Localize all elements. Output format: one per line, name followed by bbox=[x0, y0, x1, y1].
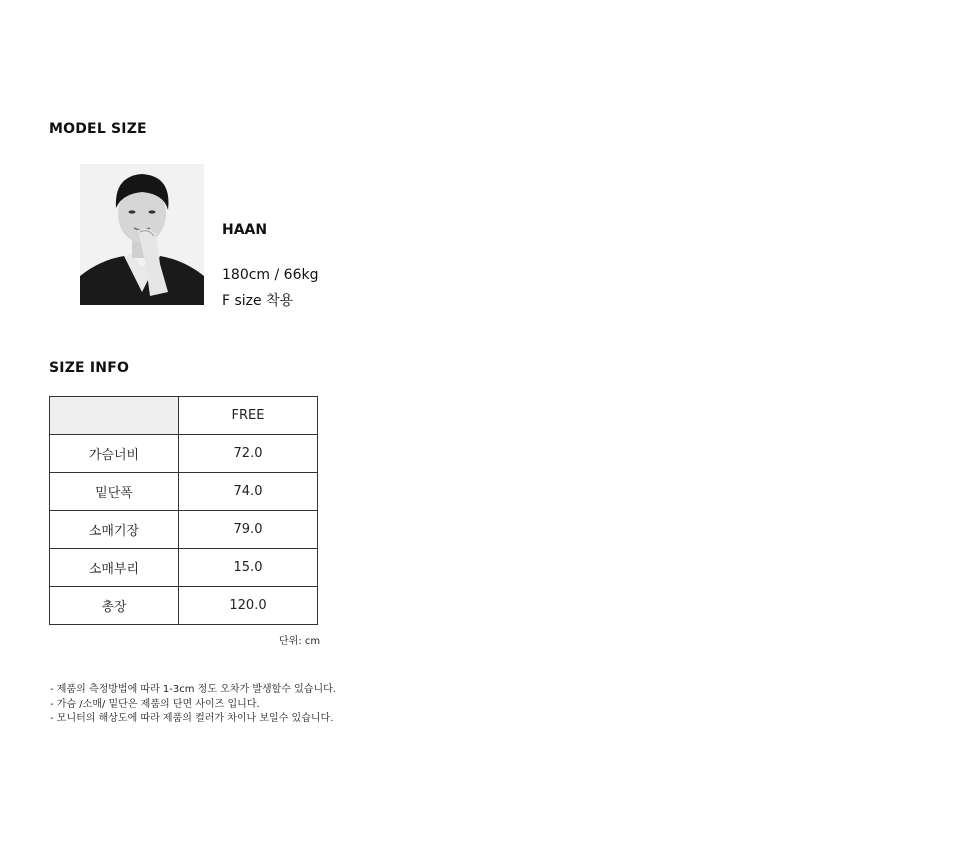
note-item: - 모니터의 해상도에 따라 제품의 컬러가 차이나 보일수 있습니다. bbox=[50, 713, 334, 724]
measurement-label: 가슴너비 bbox=[50, 435, 179, 473]
model-size-title: MODEL SIZE bbox=[49, 121, 147, 137]
table-row bbox=[50, 587, 318, 625]
note-item: - 제품의 측정방법에 따라 1-3cm 정도 오차가 발생할수 있습니다. bbox=[50, 684, 336, 695]
measurement-value: 15.0 bbox=[179, 549, 318, 587]
unit-label: 단위: cm bbox=[279, 636, 321, 647]
size-table-header-free: FREE bbox=[179, 397, 318, 435]
notes-list bbox=[50, 683, 336, 727]
size-table-header-empty bbox=[50, 397, 179, 435]
size-info-title: SIZE INFO bbox=[49, 360, 130, 376]
size-table bbox=[49, 396, 318, 625]
note-item: - 가슴 /소매/ 밑단은 제품의 단면 사이즈 입니다. bbox=[50, 698, 260, 710]
measurement-value: 74.0 bbox=[179, 473, 318, 511]
measurement-label: 소매부리 bbox=[50, 549, 179, 587]
model-fit-size: F size 착용 bbox=[222, 293, 294, 309]
table-row bbox=[50, 435, 318, 473]
table-row bbox=[50, 511, 318, 549]
measurement-value: 72.0 bbox=[179, 435, 318, 473]
table-row bbox=[50, 473, 318, 511]
measurement-value: 120.0 bbox=[179, 587, 318, 625]
model-height-weight: 180cm / 66kg bbox=[222, 267, 319, 283]
measurement-label: 소매기장 bbox=[50, 511, 179, 549]
model-photo bbox=[80, 164, 204, 305]
measurement-label: 총장 bbox=[50, 587, 179, 625]
measurement-value: 79.0 bbox=[179, 511, 318, 549]
table-row bbox=[50, 549, 318, 587]
model-portrait-image bbox=[80, 164, 204, 305]
model-name: HAAN bbox=[222, 222, 268, 238]
measurement-label: 밑단폭 bbox=[50, 473, 179, 511]
size-table-header-row bbox=[50, 397, 318, 435]
